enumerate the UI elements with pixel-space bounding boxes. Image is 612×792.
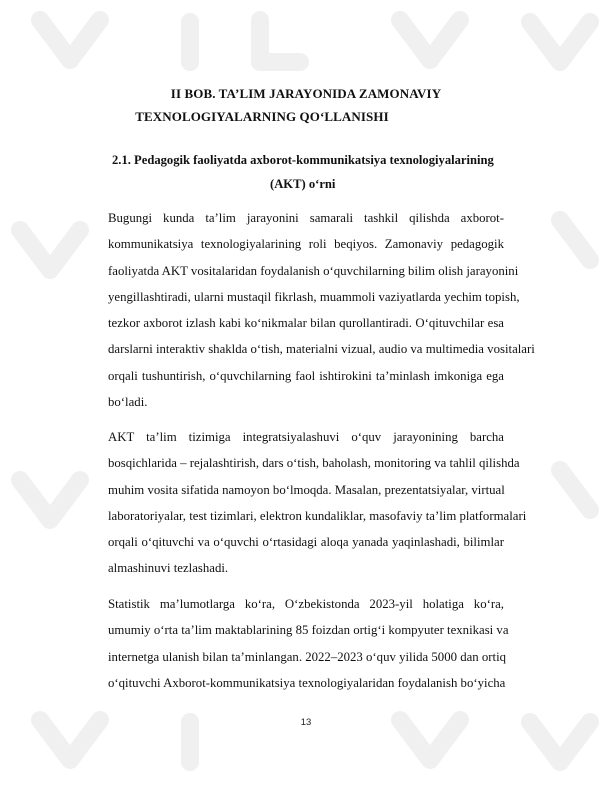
section-title-line2: (AKT) o‘rni [270,177,336,191]
paragraph-line: tezkor axborot izlash kabi ko‘nikmalar bilan qurollantiradi. O‘qituvchilar esa [108,316,504,331]
chapter-title-line2: TEXNOLOGIYALARNING QO‘LLANISHI [135,109,389,124]
paragraph-line: bosqichlarida – rejalashtirish, dars o‘tish, baholash, monitoring va tahlil qilishda [108,456,520,471]
paragraph-line: bo‘ladi. [108,395,148,410]
paragraph-line: darslarni interaktiv shaklda o‘tish, materialni vizual, audio va multimedia vositalari [108,342,535,357]
paragraph-line: kommunikatsiya texnologiyalarining roli beqiyos. Zamonaviy pedagogik [108,237,504,252]
paragraph-line: orqali tushuntirish, o‘quvchilarning faol ishtirokini ta’minlash imkoniga ega [108,368,504,383]
page-number: 13 [300,717,312,728]
paragraph-line: almashinuvi tezlashadi. [108,561,229,576]
paragraph-line: Bugungi kunda ta’lim jarayonini samarali tashkil qilishda axborot- [108,211,504,225]
paragraph-line: umumiy o‘rta ta’lim maktablarining 85 foizdan ortig‘i kompyuter texnikasi va [108,623,509,638]
paragraph-3 [108,591,509,696]
paragraph-line: orqali o‘qituvchi va o‘quvchi o‘rtasidagi aloqa yanada yaqinlashadi, bilimlar [108,535,504,550]
paragraph-1 [108,205,535,415]
paragraph-line: Statistik ma’lumotlarga ko‘ra, O‘zbekistonda 2023-yil holatiga ko‘ra, [108,597,504,611]
paragraph-line: o‘qituvchi Axborot-kommunikatsiya texnologiyalaridan foydalanish bo‘yicha [108,675,506,690]
paragraph-line: AKT ta’lim tizimiga integratsiyalashuvi o‘quv jarayonining barcha [108,430,504,444]
paragraph-2 [108,424,527,582]
paragraph-line: yengillashtiradi, ularni mustaqil fikrlash, muammoli vaziyatlarda yechim topish, [108,289,520,304]
paragraph-line: muhim vosita sifatida namoyon bo‘lmoqda. Masalan, prezentatsiyalar, virtual [108,482,505,497]
paragraph-line: faoliyatda AKT vositalaridan foydalanish o‘quvchilarning bilim olish jarayonini [108,263,519,278]
paragraph-line: internetga ulanish bilan ta’minlangan. 2022–2023 o‘quv yilida 5000 dan ortiq [108,649,507,664]
paragraph-line: laboratoriyalar, test tizimlari, elektron kundaliklar, masofaviy ta’lim platformalari [108,508,527,523]
chapter-title-line1: II BOB. TA’LIM JARAYONIDA ZAMONAVIY [170,86,442,101]
section-title-line1: 2.1. Pedagogik faoliyatda axborot-kommunikatsiya texnologiyalarining [112,153,494,167]
